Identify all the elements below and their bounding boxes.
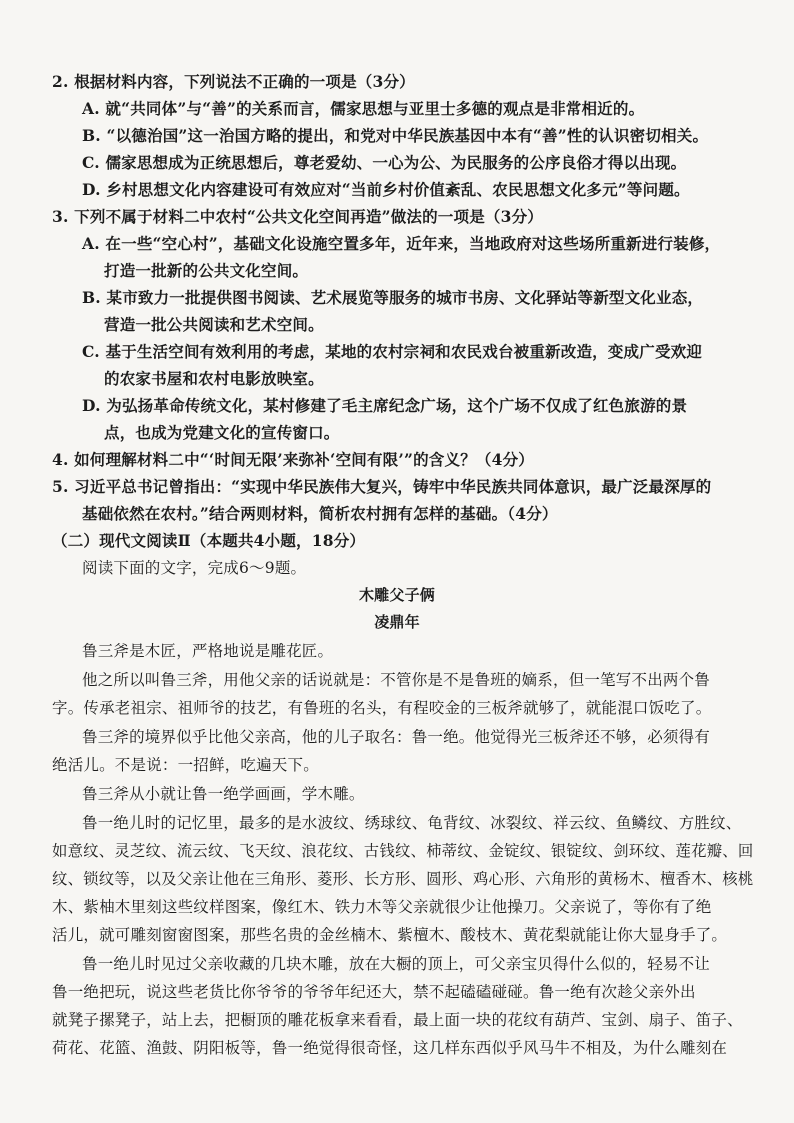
question-2-option-d: D. 乡村思想文化内容建设可有效应对“当前乡村价值紊乱、农民思想文化多元”等问题。 [82,180,690,199]
question-4: 4. 如何理解材料二中“‘时间无限’来弥补‘空间有限’”的含义？（4分） [52,450,534,469]
paragraph-line: 鲁一绝儿时见过父亲收藏的几块木雕，放在大橱的顶上，可父亲宝贝得什么似的，轻易不让 [82,955,711,973]
question-2-stem: 2. 根据材料内容，下列说法不正确的一项是（3分） [52,72,415,91]
question-2-option-b: B. “以德治国”这一治国方略的提出，和党对中华民族基因中本有“善”性的认识密切相关。 [82,126,709,145]
story-author: 凌鼎年 [374,613,420,631]
paragraph-line: 字。传承老祖宗、祖师爷的技艺，有鲁班的名头，有程咬金的三板斧就够了，就能混口饭吃了。 [52,699,712,717]
question-3-option-d: D. 为弘扬革命传统文化，某村修建了毛主席纪念广场，这个广场不仅成了红色旅游的景 [82,396,688,415]
question-2-option-c: C. 儒家思想成为正统思想后，尊老爱幼、一心为公、为民服务的公序良俗才得以出现。 [82,153,687,172]
section-heading: （二）现代文阅读Ⅱ（本题共4小题，18分） [52,531,366,550]
paragraph-line: 鲁三斧是木匠，严格地说是雕花匠。 [82,642,334,660]
paragraph-line: 如意纹、灵芝纹、流云纹、飞天纹、浪花纹、古钱纹、柿蒂纹、金锭纹、银锭纹、剑环纹、莲花瓣、回 [52,842,754,860]
paragraph-line: 纹、锁纹等，以及父亲让他在三角形、菱形、长方形、圆形、鸡心形、六角形的黄杨木、檀香木、核桃 [52,870,754,888]
question-3-option-c: C. 基于生活空间有效利用的考虑，某地的农村宗祠和农民戏台被重新改造，变成广受欢迎 [82,342,703,361]
question-3-option-d-cont: 点，也成为党建文化的宣传窗口。 [104,423,340,442]
paragraph-line: 活儿，就可雕刻窗窗图案，那些名贵的金丝楠木、紫檀木、酸枝木、黄花梨就能让你大显身手了。 [52,926,728,944]
paragraph-line: 鲁三斧的境界似乎比他父亲高，他的儿子取名：鲁一绝。他觉得光三板斧还不够，必须得有 [82,728,711,746]
paragraph-line: 他之所以叫鲁三斧，用他父亲的话说就是：不管你是不是鲁班的嫡系，但一笔写不出两个鲁 [82,671,711,689]
question-3-option-b-cont: 营造一批公共阅读和艺术空间。 [104,315,324,334]
paragraph-line: 绝活儿。不是说：一招鲜，吃遍天下。 [52,756,319,774]
question-2-option-a: A. 就“共同体”与“善”的关系而言，儒家思想与亚里士多德的观点是非常相近的。 [82,99,645,118]
question-3-option-a: A. 在一些“空心村”，基础文化设施空置多年，近年来，当地政府对这些场所重新进行装修， [82,234,721,253]
paragraph-line: 就凳子摞凳子，站上去，把橱顶的雕花板拿来看看，最上面一块的花纹有葫芦、宝剑、扇子、笛子、 [52,1011,743,1029]
question-3-option-c-cont: 的农家书屋和农村电影放映室。 [104,369,324,388]
paragraph-line: 荷花、花篮、渔鼓、阴阳板等，鲁一绝觉得很奇怪，这几样东西似乎风马牛不相及，为什么雕刻在 [52,1039,728,1057]
question-5: 5. 习近平总书记曾指出：“实现中华民族伟大复兴，铸牢中华民族共同体意识，最广泛最深厚的 [52,477,712,496]
question-3-option-b: B. 某市致力一批提供图书阅读、艺术展览等服务的城市书房、文化驿站等新型文化业态， [82,288,704,307]
question-5-cont: 基础依然在农村。”结合两则材料，简析农村拥有怎样的基础。（4分） [82,504,558,523]
paragraph-line: 木、紫柚木里刻这些纹样图案，像红木、铁力木等父亲就很少让他操刀。父亲说了，等你有了绝 [52,898,712,916]
story-title: 木雕父子俩 [358,586,435,604]
paragraph-line: 鲁一绝儿时的记忆里，最多的是水波纹、绣球纹、龟背纹、冰裂纹、祥云纹、鱼鳞纹、方胜纹、 [82,814,742,832]
section-instruction: 阅读下面的文字，完成6～9题。 [82,559,307,577]
question-3-option-a-cont: 打造一批新的公共文化空间。 [104,261,309,280]
paragraph-line: 鲁三斧从小就让鲁一绝学画画，学木雕。 [82,785,365,803]
paragraph-line: 鲁一绝把玩，说这些老货比你爷爷的爷爷年纪还大，禁不起磕磕碰碰。鲁一绝有次趁父亲外出 [52,983,696,1001]
question-3-stem: 3. 下列不属于材料二中农村“公共文化空间再造”做法的一项是（3分） [52,207,543,226]
